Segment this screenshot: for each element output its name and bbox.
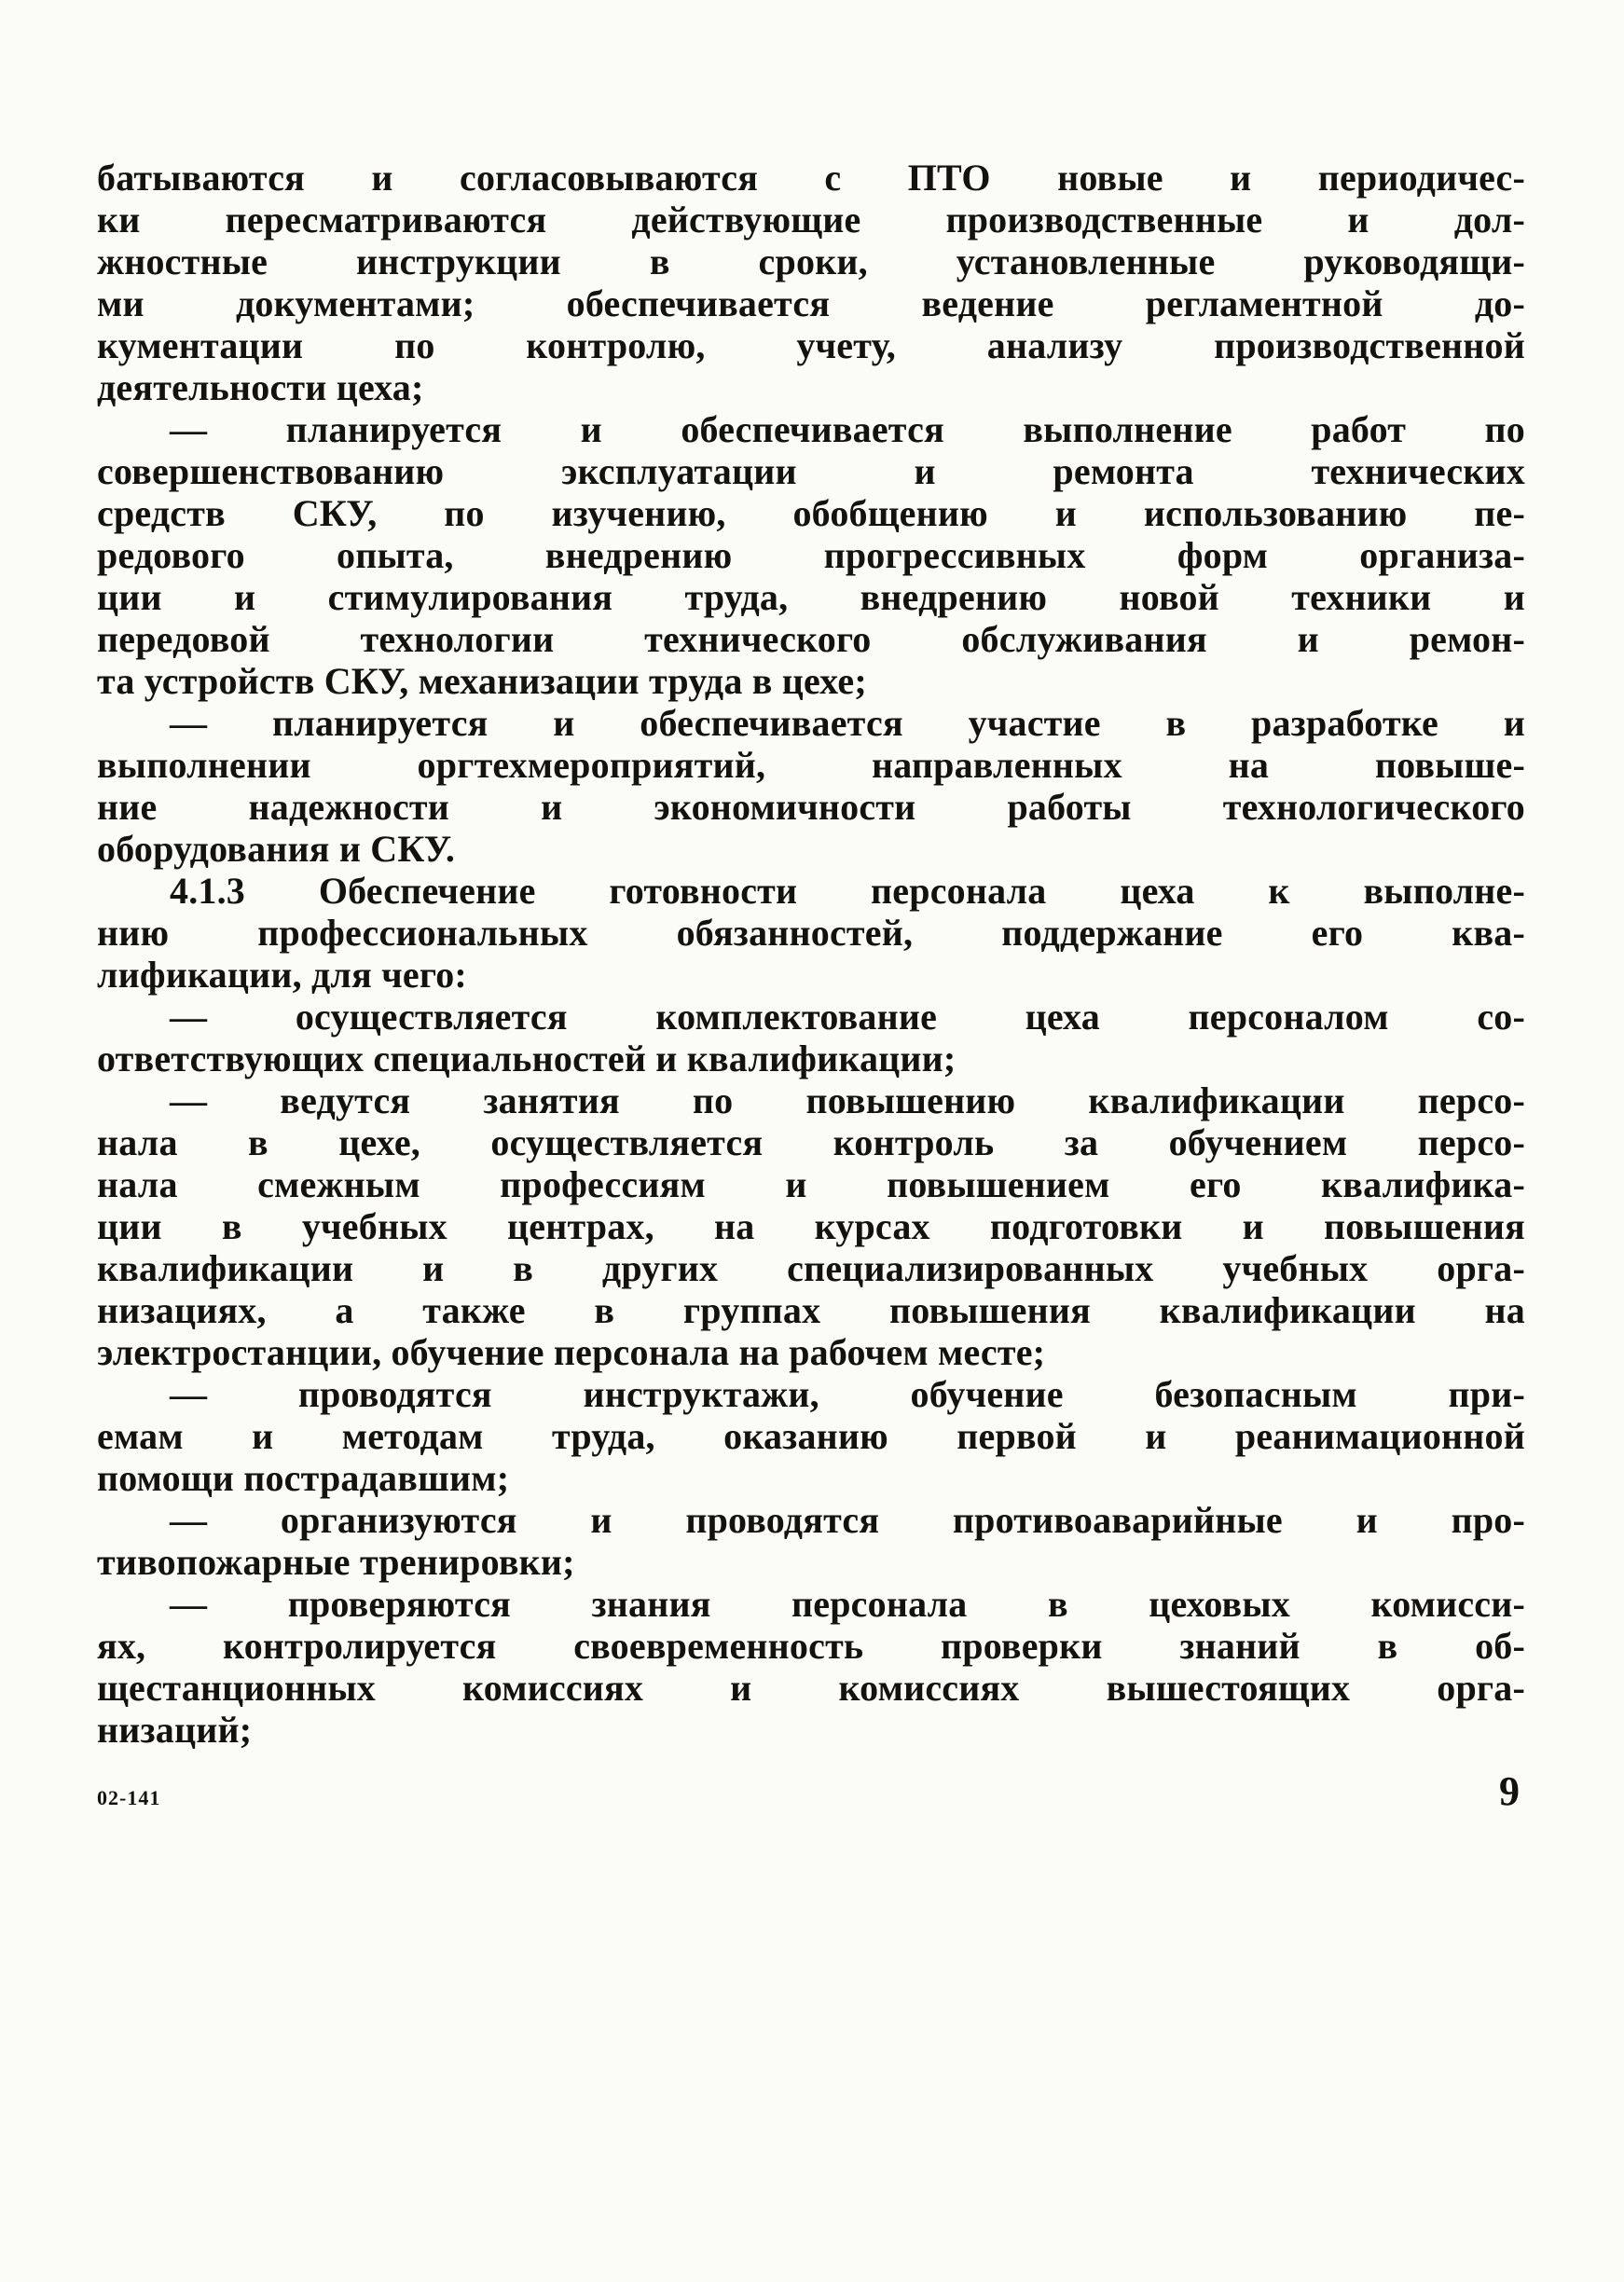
- text-line: — осуществляется комплектование цеха персоналом со-: [170, 996, 1525, 1038]
- text-line: ки пересматриваются действующие производственные и дол-: [97, 199, 1525, 241]
- text-line: квалификации и в других специализированных учебных орга-: [97, 1247, 1525, 1289]
- text-line: нала в цехе, осуществляется контроль за обучением персо-: [97, 1121, 1525, 1163]
- text-line: передовой технологии технического обслуживания и ремон-: [97, 618, 1525, 660]
- text-line: — проверяются знания персонала в цеховых комисси-: [170, 1583, 1525, 1625]
- text-line: помощи пострадавшим;: [97, 1457, 510, 1499]
- text-line: средств СКУ, по изучению, обобщению и использованию пе-: [97, 492, 1525, 534]
- page-footer: [97, 1767, 1520, 1815]
- text-line: низаций;: [97, 1709, 253, 1751]
- text-line: электростанции, обучение персонала на рабочем месте;: [97, 1331, 1046, 1373]
- text-line: оборудования и СКУ.: [97, 828, 456, 870]
- text-line: выполнении оргтехмероприятий, направленных на повыше-: [97, 744, 1525, 786]
- text-line: — организуются и проводятся противоаварийные и про-: [170, 1499, 1525, 1541]
- text-line: ми документами; обеспечивается ведение регламентной до-: [97, 282, 1525, 324]
- text-line: — ведутся занятия по повышению квалификации персо-: [170, 1079, 1525, 1121]
- text-line: нала смежным профессиям и повышением его квалифика-: [97, 1163, 1525, 1205]
- text-line: батываются и согласовываются с ПТО новые и периодичес-: [97, 157, 1525, 199]
- text-line: — планируется и обеспечивается участие в разработке и: [170, 702, 1525, 744]
- text-line: — проводятся инструктажи, обучение безопасным при-: [170, 1373, 1525, 1415]
- text-line: тивопожарные тренировки;: [97, 1541, 575, 1583]
- text-line: ние надежности и экономичности работы технологического: [97, 786, 1525, 828]
- page-number: 9: [1499, 1768, 1520, 1814]
- text-line: — планируется и обеспечивается выполнение работ по: [170, 408, 1525, 450]
- text-line: емам и методам труда, оказанию первой и реанимационной: [97, 1415, 1525, 1457]
- text-line: ях, контролируется своевременность проверки знаний в об-: [97, 1625, 1525, 1667]
- text-line: кументации по контролю, учету, анализу производственной: [97, 324, 1525, 366]
- text-line: щестанционных комиссиях и комиссиях вышестоящих орга-: [97, 1667, 1525, 1709]
- text-line: лификации, для чего:: [97, 954, 467, 996]
- text-line: 4.1.3 Обеспечение готовности персонала цеха к выполне-: [170, 870, 1525, 912]
- text-line: ции в учебных центрах, на курсах подготовки и повышения: [97, 1205, 1525, 1247]
- body-text: [97, 157, 1525, 1751]
- text-line: совершенствованию эксплуатации и ремонта технических: [97, 450, 1525, 492]
- text-line: жностные инструкции в сроки, установленные руководящи-: [97, 241, 1525, 282]
- text-line: ции и стимулирования труда, внедрению новой техники и: [97, 576, 1525, 618]
- text-line: нию профессиональных обязанностей, поддержание его ква-: [97, 912, 1525, 954]
- text-line: редового опыта, внедрению прогрессивных форм организа-: [97, 534, 1525, 576]
- text-line: низациях, а также в группах повышения квалификации на: [97, 1289, 1525, 1331]
- footer-code: 02-141: [97, 1786, 161, 1809]
- text-line: ответствующих специальностей и квалификации;: [97, 1038, 957, 1079]
- text-line: деятельности цеха;: [97, 366, 424, 408]
- text-line: та устройств СКУ, механизации труда в цехе;: [97, 660, 867, 702]
